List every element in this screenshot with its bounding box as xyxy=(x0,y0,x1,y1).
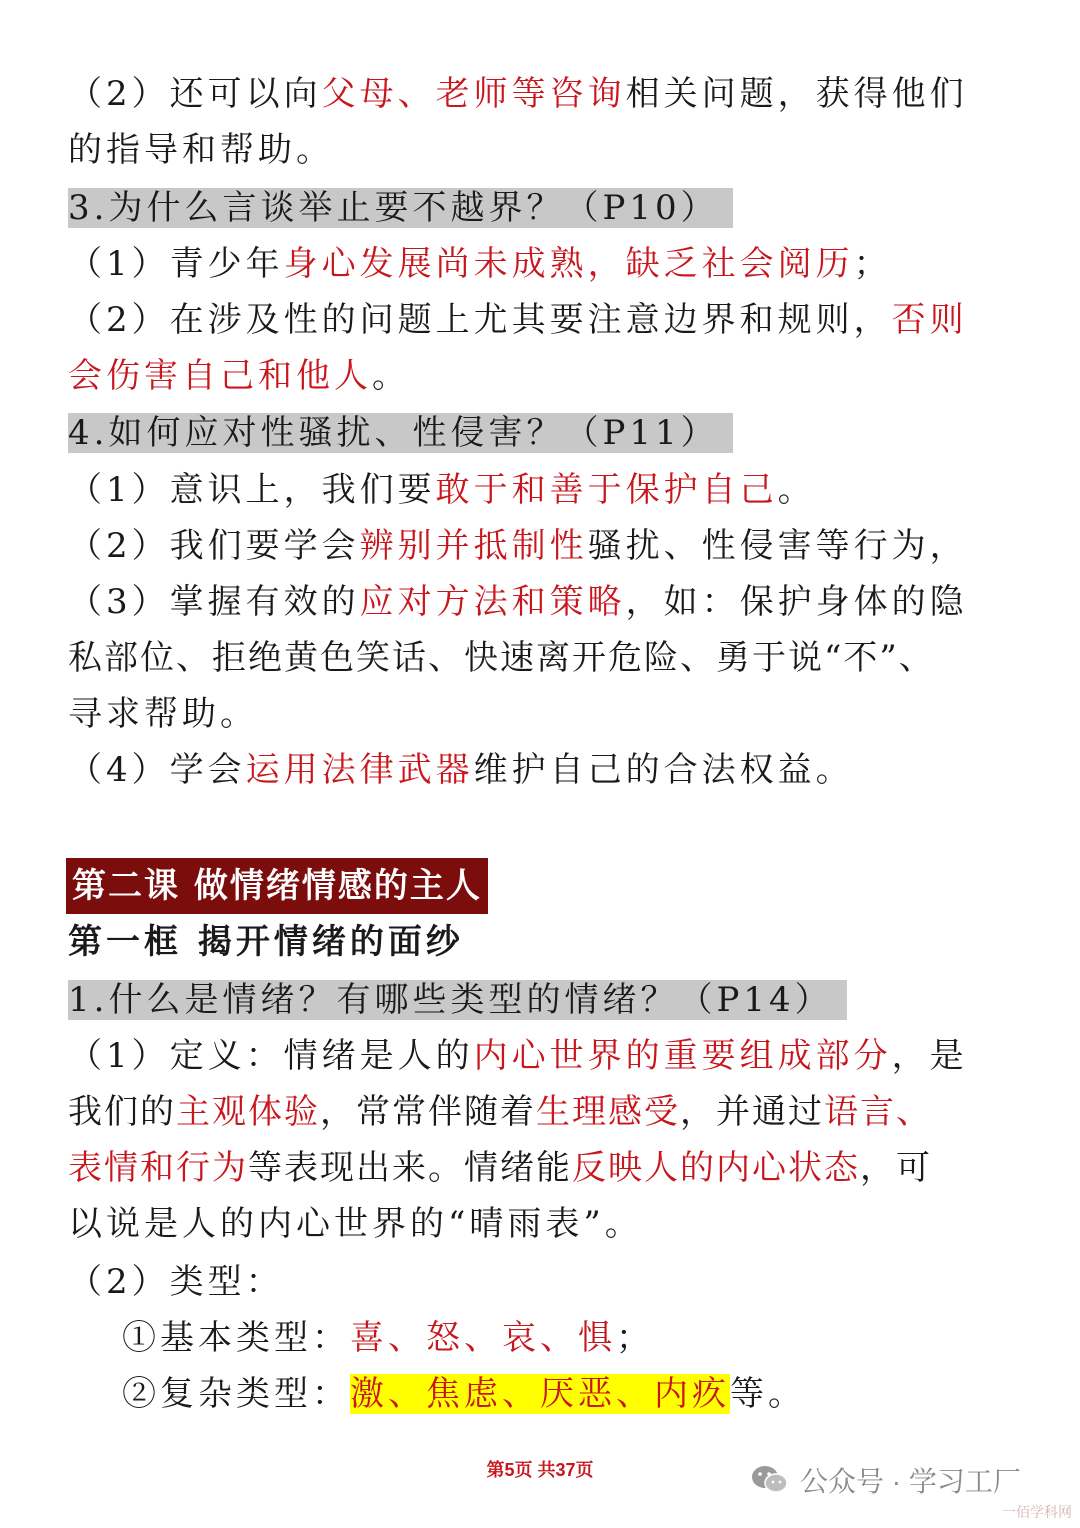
text-line: ②复杂类型：激、焦虑、厌恶、内疚等。 xyxy=(122,1374,806,1414)
question-heading: 1.什么是情绪？有哪些类型的情绪？（P14） xyxy=(68,972,847,1028)
key-phrase: 运用法律武器 xyxy=(245,750,474,790)
text-line: 我们的主观体验，常常伴随着生理感受，并通过语言、 xyxy=(68,1092,932,1132)
key-phrase: 语言、 xyxy=(824,1092,932,1132)
text-line: 会伤害自己和他人。 xyxy=(68,356,410,396)
text-line: （1）青少年身心发展尚未成熟，缺乏社会阅历； xyxy=(68,244,892,284)
key-phrase: 辨别并抵制性 xyxy=(359,526,588,566)
highlighted-phrase: 激、焦虑、厌恶、内疚 xyxy=(350,1374,730,1414)
key-phrase: 应对方法和策略 xyxy=(359,582,626,622)
question-heading: 3.为什么言谈举止要不越界？（P10） xyxy=(68,180,733,236)
text-line: 以说是人的内心世界的“晴雨表”。 xyxy=(68,1204,643,1244)
text-line: 表情和行为等表现出来。情绪能反映人的内心状态，可 xyxy=(68,1148,932,1188)
key-phrase: 内心世界的重要组成部分 xyxy=(473,1036,892,1076)
text-line: （2）我们要学会辨别并抵制性骚扰、性侵害等行为， xyxy=(68,526,968,566)
text-line: （4）学会运用法律武器维护自己的合法权益。 xyxy=(68,750,854,790)
key-phrase: 喜、怒、哀、惧 xyxy=(350,1318,616,1358)
section-title: 第一框 揭开情绪的面纱 xyxy=(68,922,464,962)
text-line: 的指导和帮助。 xyxy=(68,130,334,170)
text-line: （2）类型： xyxy=(68,1262,284,1302)
question-heading: 4.如何应对性骚扰、性侵害？（P11） xyxy=(68,405,733,461)
text-line: （2）在涉及性的问题上尤其要注意边界和规则，否则 xyxy=(68,300,968,340)
text-line: 寻求帮助。 xyxy=(68,694,258,734)
text-line: （1）定义：情绪是人的内心世界的重要组成部分，是 xyxy=(68,1036,968,1076)
key-phrase: 父母、老师等咨询 xyxy=(321,74,626,114)
key-phrase: 身心发展尚未成熟，缺乏社会阅历 xyxy=(283,244,854,284)
key-phrase: 主观体验 xyxy=(176,1092,320,1132)
key-phrase: 敢于和善于保护自己 xyxy=(435,470,778,510)
lesson-title: 第二课 做情绪情感的主人 xyxy=(66,858,488,914)
key-phrase: 生理感受 xyxy=(536,1092,680,1132)
text-line: （1）意识上，我们要敢于和善于保护自己。 xyxy=(68,470,816,510)
wechat-icon xyxy=(750,1464,790,1496)
key-phrase: 否则 xyxy=(891,300,968,340)
key-phrase: 表情和行为 xyxy=(68,1148,248,1188)
text-line: ①基本类型：喜、怒、哀、惧； xyxy=(122,1318,654,1358)
site-watermark: 一佰学科网 xyxy=(1002,1504,1072,1520)
wechat-account-watermark: 公众号 · 学习工厂 xyxy=(750,1460,1021,1500)
key-phrase: 会伤害自己和他人 xyxy=(68,356,372,396)
key-phrase: 反映人的内心状态 xyxy=(572,1148,860,1188)
text-line: （3）掌握有效的应对方法和策略，如：保护身体的隐 xyxy=(68,582,968,622)
page-number: 第5页 共37页 xyxy=(486,1460,594,1480)
text-line: （2）还可以向父母、老师等咨询相关问题，获得他们 xyxy=(68,74,968,114)
text-line: 私部位、拒绝黄色笑话、快速离开危险、勇于说“不”、 xyxy=(68,638,935,678)
